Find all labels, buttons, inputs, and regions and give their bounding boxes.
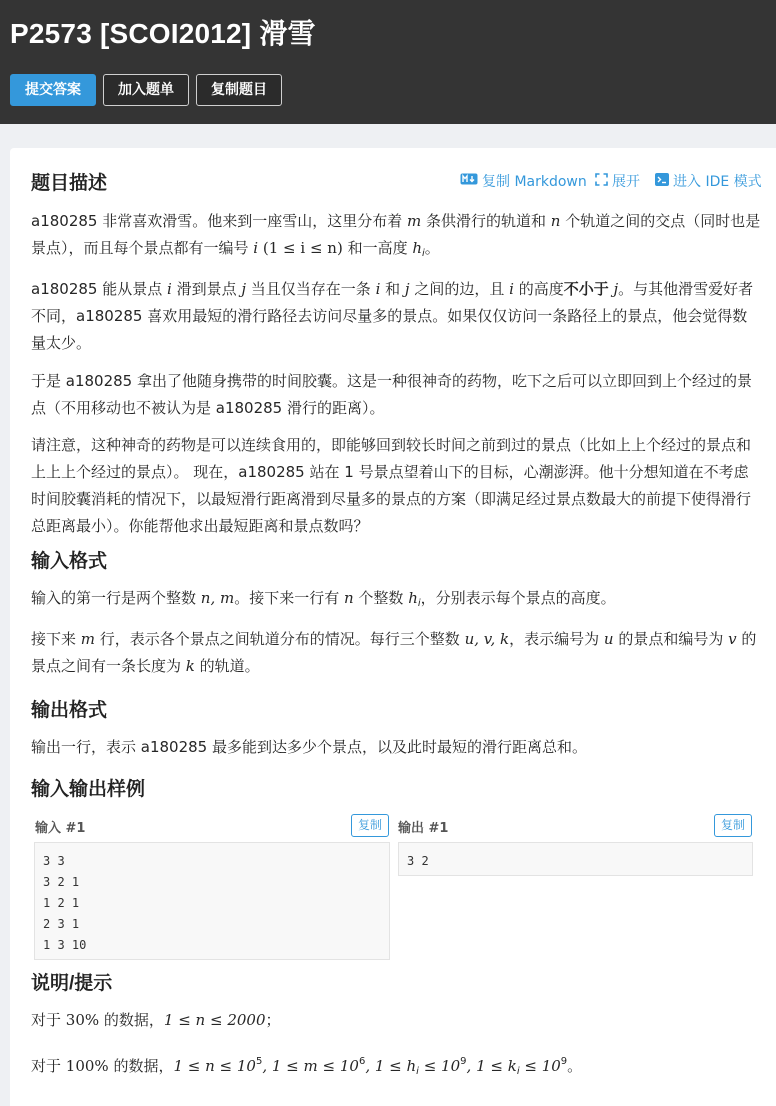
markdown-icon (460, 173, 478, 189)
samples-heading: 输入输出样例 (31, 779, 146, 800)
description-heading: 题目描述 (31, 173, 108, 194)
hints-heading: 说明/提示 (31, 973, 113, 994)
hint-line-2: 对于 100% 的数据，$1 \le n \le 10^5$, $1 \le m \le 10^6$, $1 \le h_i \le 10^9$, $1 \le k_i \le 10^9$。 (31, 1056, 583, 1077)
expand-icon (595, 173, 608, 190)
copy-markdown-label: 复制 Markdown (482, 174, 587, 190)
sample-input-box[interactable]: 3 3 3 2 1 1 2 1 2 3 1 1 3 10 (34, 842, 390, 960)
terminal-icon (655, 173, 669, 190)
add-to-list-button[interactable]: 加入题单 (103, 74, 189, 106)
expand-link[interactable] (595, 171, 640, 191)
input-format-paragraph-2: 接下来 m 行，表示各个景点之间轨道分布的情况。每行三个整数 u, v, k，表示编号为 u 的景点和编号为 v 的景点之间有一条长度为 k 的轨道。 (31, 630, 757, 675)
input-format-heading: 输入格式 (31, 551, 108, 572)
sample-input-label: 输入 #1 (35, 821, 86, 836)
copy-markdown-link[interactable] (460, 171, 587, 191)
ide-mode-label: 进入 IDE 模式 (673, 174, 762, 190)
hint-line-1: 对于 30% 的数据，1 ≤ n ≤ 2000； (31, 1011, 281, 1029)
description-paragraph-3: 于是 a180285 拿出了他随身携带的时间胶囊。这是一种很神奇的药物，吃下之后可以立即回到上个经过的景点（不用移动也不被认为是 a180285 滑行的距离）。 (31, 372, 752, 417)
output-format-heading: 输出格式 (31, 700, 108, 721)
copy-problem-button[interactable]: 复制题目 (196, 74, 282, 106)
copy-output-button[interactable]: 复制 (714, 814, 752, 837)
sample-output-box[interactable]: 3 2 (398, 842, 753, 876)
submit-answer-button[interactable]: 提交答案 (10, 74, 96, 106)
description-paragraph-2: a180285 能从景点 i 滑到景点 j 当且仅当存在一条 i 和 j 之间的边，且 i 的高度不小于 j。与其他滑雪爱好者不同，a180285 喜欢用最短的滑行路径去访问尽量多的景点。如果仅仅访问一条路径上的景点，他会觉得数量太少。 (31, 280, 754, 352)
sample-output-label: 输出 #1 (398, 821, 449, 836)
copy-input-button[interactable]: 复制 (351, 814, 389, 837)
problem-header (0, 0, 776, 124)
description-paragraph-1: a180285 非常喜欢滑雪。他来到一座雪山，这里分布着 m 条供滑行的轨道和 n 个轨道之间的交点（同时也是景点），而且每个景点都有一编号 i (1 ≤ i ≤ n) 和一高度 $h_i$。 (31, 212, 761, 259)
description-paragraph-4: 请注意，这种神奇的药物是可以连续食用的，即能够回到较长时间之前到过的景点（比如上上个经过的景点和上上上个经过的景点）。 现在，a180285 站在 1 号景点望着山下的目标，心潮澎湃。他十分想知道在不考虑时间胶囊消耗的情况下，以最短滑行距离滑到尽量多的景点的方案（即满足经过景点数最大的前提下使得滑行总距离最小）。你能帮他求出最短距离和景点数吗？ (31, 436, 752, 535)
problem-toolbar (460, 171, 760, 191)
problem-title: P2573 [SCOI2012] 滑雪 (10, 18, 316, 49)
input-format-paragraph-1: 输入的第一行是两个整数 n, m。接下来一行有 n 个整数 $h_i$，分别表示每个景点的高度。 (31, 589, 616, 609)
ide-mode-link[interactable] (655, 171, 762, 191)
output-format-paragraph: 输出一行，表示 a180285 最多能到达多少个景点，以及此时最短的滑行距离总和。 (31, 738, 587, 756)
expand-label: 展开 (612, 174, 640, 190)
